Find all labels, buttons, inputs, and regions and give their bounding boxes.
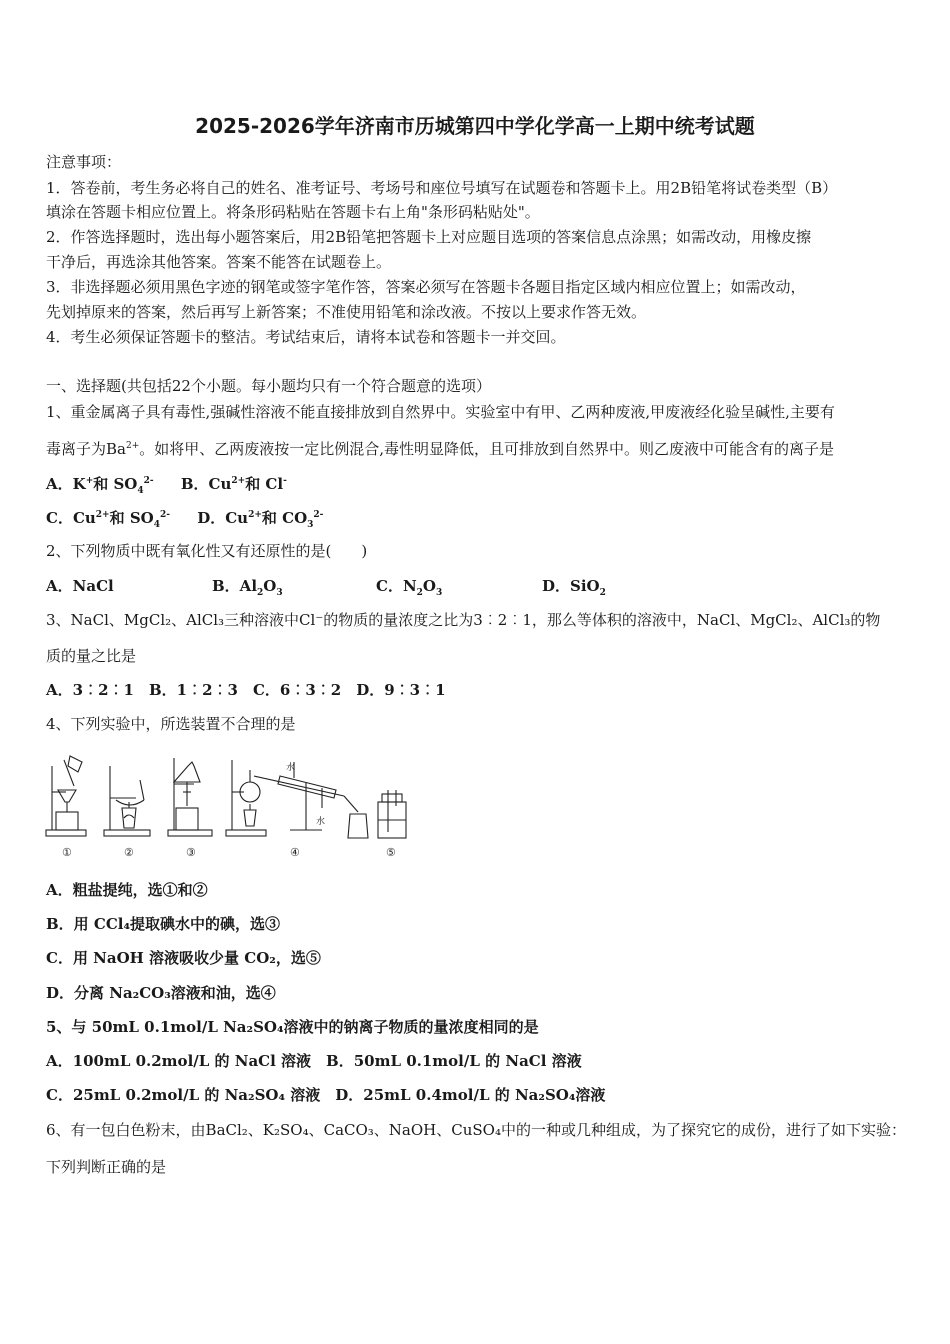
notice-line: 2．作答选择题时，选出每小题答案后，用2B铅笔把答题卡上对应题目选项的答案信息点涂黑；如需改动，用橡皮擦 <box>46 228 812 246</box>
opt-sub: 2 <box>416 588 423 598</box>
q1-text: 毒离子为Ba <box>46 440 126 458</box>
gas-washing-bottle <box>378 790 406 838</box>
q1-sup: 2+ <box>125 441 140 451</box>
apparatus-labels <box>62 761 396 859</box>
opt-text: 和 Cl <box>245 475 284 493</box>
question-3-stem-cont: 质的量之比是 <box>46 647 137 665</box>
question-4-option-c: C．用 NaOH 溶液吸收少量 CO₂，选⑤ <box>46 949 321 967</box>
opt-sub: 4 <box>153 520 160 530</box>
opt-text: A．K <box>46 475 86 493</box>
question-1-stem: 1、重金属离子具有毒性,强碱性溶液不能直接排放到自然界中。实验室中有甲、乙两种废液,甲废液经化验呈碱性,主要有 <box>46 403 835 421</box>
opt-sub: 4 <box>137 486 144 496</box>
option-b <box>212 576 283 596</box>
option-d <box>197 509 324 530</box>
option-c <box>376 576 442 596</box>
notice-line: 3．非选择题必须用黑色字迹的钢笔或签字笔作答，答案必须写在答题卡各题目指定区域内相应位置上；如需改动， <box>46 278 806 296</box>
notice-line: 干净后，再选涂其他答案。答案不能答在试题卷上。 <box>46 253 392 271</box>
opt-text: 和 SO <box>109 509 154 527</box>
question-4-option-b: B．用 CCl₄提取碘水中的碘，选③ <box>46 915 281 933</box>
notice-line: 填涂在答题卡相应位置上。将条形码粘贴在答题卡右上角"条形码粘贴处"。 <box>46 203 540 221</box>
opt-text: D．Cu <box>197 509 249 527</box>
question-1-options-cd <box>46 508 908 528</box>
question-1-stem-cont <box>46 439 908 459</box>
figure-label: ③ <box>186 846 196 859</box>
opt-sup: + <box>85 476 94 486</box>
opt-sub: 3 <box>276 588 283 598</box>
notice-line: 4．考生必须保证答题卡的整洁。考试结束后，请将本试卷和答题卡一并交回。 <box>46 328 566 346</box>
opt-text: C．Cu <box>46 509 96 527</box>
question-5-stem: 5、与 50mL 0.1mol/L Na₂SO₄溶液中的钠离子物质的量浓度相同的是 <box>46 1018 539 1036</box>
opt-sup: 2- <box>143 476 154 486</box>
opt-sup: 2+ <box>231 476 246 486</box>
figure-label: ④ <box>290 846 300 859</box>
question-4-option-d: D．分离 Na₂CO₃溶液和油，选④ <box>46 984 276 1002</box>
section-heading: 一、选择题(共包括22个小题。每小题均只有一个符合题意的选项） <box>46 377 491 395</box>
opt-text: B．Al <box>212 577 258 595</box>
question-4-stem: 4、下列实验中，所选装置不合理的是 <box>46 715 296 733</box>
opt-sub: 2 <box>599 588 606 598</box>
water-label: 水 <box>286 763 296 773</box>
option-a <box>46 475 154 496</box>
opt-sub: 2 <box>257 588 264 598</box>
option-d <box>542 576 606 596</box>
question-5-options-cd: C．25mL 0.2mol/L 的 Na₂SO₄ 溶液 D．25mL 0.4mol/L 的 Na₂SO₄溶液 <box>46 1086 606 1104</box>
opt-text: O <box>422 577 436 595</box>
opt-text: D．SiO <box>542 577 600 595</box>
opt-text: 和 SO <box>93 475 138 493</box>
notice-line: 先划掉原来的答案，然后再写上新答案；不准使用铅笔和涂改液。不按以上要求作答无效。 <box>46 303 647 321</box>
distillation-apparatus <box>226 760 368 838</box>
figure-label: ② <box>124 846 134 859</box>
opt-sup: 2+ <box>248 510 262 520</box>
opt-sup: - <box>283 476 287 486</box>
water-label: 水 <box>316 817 326 827</box>
question-1-options-ab <box>46 474 908 494</box>
option-b <box>181 475 287 493</box>
question-5-options-ab: A．100mL 0.2mol/L 的 NaCl 溶液 B．50mL 0.1mol/L 的 NaCl 溶液 <box>46 1052 582 1070</box>
apparatus-drawing <box>44 752 414 862</box>
q1-text: 。如将甲、乙两废液按一定比例混合,毒性明显降低，且可排放到自然界中。则乙废液中可能含有的离子是 <box>139 440 835 458</box>
opt-text: 和 CO <box>261 509 308 527</box>
question-4-option-a: A．粗盐提纯，选①和② <box>46 881 208 899</box>
opt-sup: 2- <box>313 510 324 520</box>
opt-text: O <box>263 577 277 595</box>
question-2-stem: 2、下列物质中既有氧化性又有还原性的是( ) <box>46 542 368 560</box>
question-3-stem: 3、NaCl、MgCl₂、AlCl₃三种溶液中Cl⁻的物质的量浓度之比为3︰2︰1，那么等体积的溶液中，NaCl、MgCl₂、AlCl₃的物 <box>46 611 881 629</box>
filtration-apparatus <box>46 756 86 836</box>
notice-heading: 注意事项： <box>46 153 122 171</box>
question-6-stem-cont: 下列判断正确的是 <box>46 1158 167 1176</box>
opt-sup: 2+ <box>95 510 110 520</box>
apparatus-figure <box>44 752 414 862</box>
opt-text: C．N <box>376 577 417 595</box>
opt-text: B．Cu <box>180 475 232 493</box>
opt-sub: 3 <box>307 520 314 530</box>
notice-line: 1．答卷前，考生务必将自己的姓名、准考证号、考场号和座位号填写在试题卷和答题卡上。用2B铅笔将试卷类型（B） <box>46 179 838 197</box>
opt-sup: 2- <box>160 510 170 520</box>
option-c <box>46 509 170 530</box>
option-a: A．NaCl <box>46 577 114 595</box>
figure-label: ① <box>62 846 72 859</box>
page-title: 2025-2026学年济南市历城第四中学化学高一上期中统考试题 <box>195 114 755 138</box>
figure-label: ⑤ <box>386 846 396 859</box>
separatory-funnel-apparatus <box>168 758 212 836</box>
evaporation-apparatus <box>104 766 150 836</box>
opt-sub: 3 <box>436 588 443 598</box>
question-3-options: A．3︰2︰1 B．1︰2︰3 C．6︰3︰2 D．9︰3︰1 <box>46 681 446 699</box>
question-6-stem: 6、有一包白色粉末，由BaCl₂、K₂SO₄、CaCO₃、NaOH、CuSO₄中的一种或几种组成，为了探究它的成份，进行了如下实验： <box>46 1121 906 1139</box>
